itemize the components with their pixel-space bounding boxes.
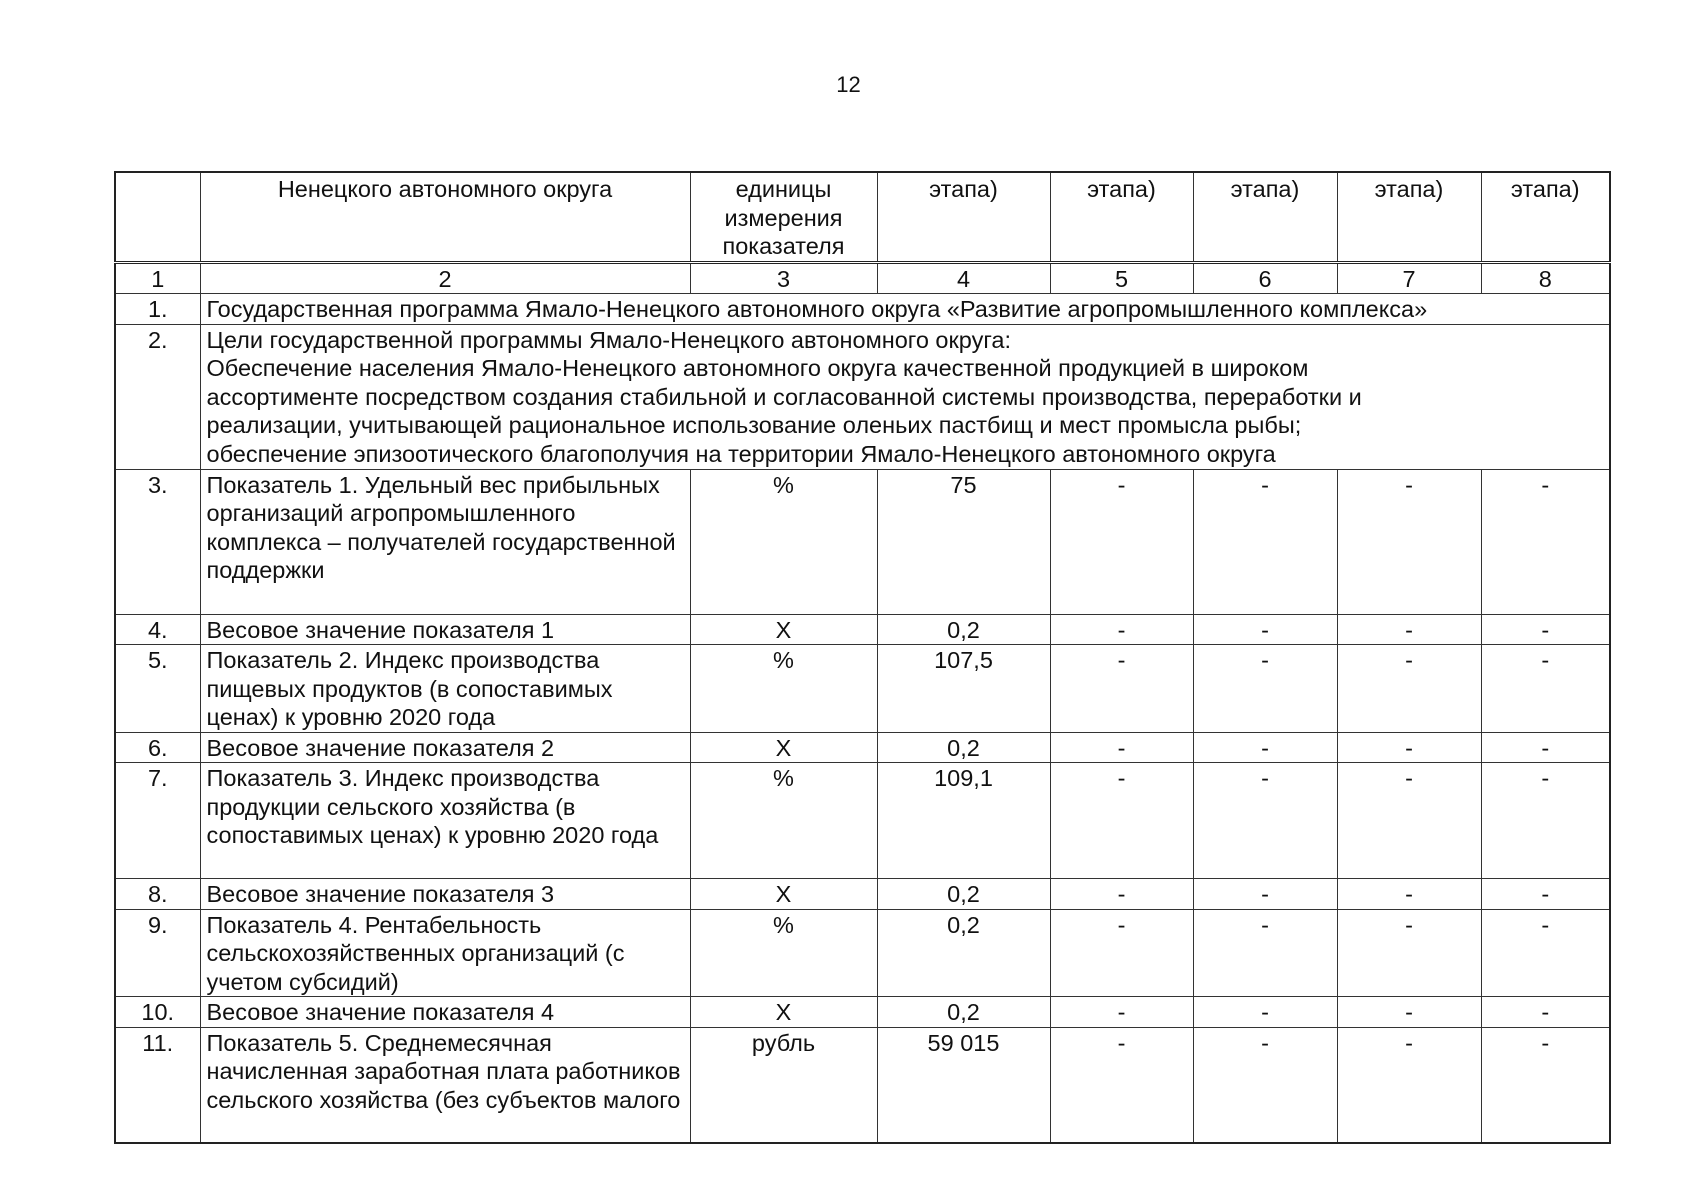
row-number: 4. <box>115 614 200 645</box>
indicator-name: Весовое значение показателя 3 <box>200 879 690 910</box>
row-number: 8. <box>115 879 200 910</box>
table-row <box>115 997 1610 1028</box>
column-number: 1 <box>115 262 200 294</box>
row-number: 9. <box>115 909 200 997</box>
value-col-5: - <box>1050 645 1193 733</box>
indicator-name: Показатель 1. Удельный вес прибыльных организаций агропромышленного комплекса – получателей государственной поддержки <box>200 469 690 614</box>
table-header-row <box>115 172 1610 262</box>
value-col-6: - <box>1193 732 1337 763</box>
header-cell-4: этапа) <box>877 172 1050 262</box>
value-col-4: 59 015 <box>877 1027 1050 1143</box>
value-col-6: - <box>1193 645 1337 733</box>
value-col-6: - <box>1193 997 1337 1028</box>
value-col-5: - <box>1050 879 1193 910</box>
goals-line: Обеспечение населения Ямало-Ненецкого автономного округа качественной продукцией в широком <box>206 355 1309 381</box>
value-col-6: - <box>1193 469 1337 614</box>
indicator-name: Показатель 2. Индекс производства пищевых продуктов (в сопоставимых ценах) к уровню 2020 года <box>200 645 690 733</box>
indicator-unit: % <box>690 909 877 997</box>
program-goals <box>200 324 1610 469</box>
value-col-4: 75 <box>877 469 1050 614</box>
value-col-5: - <box>1050 1027 1193 1143</box>
value-col-4: 0,2 <box>877 732 1050 763</box>
goals-line: реализации, учитывающей рациональное использование оленьих пастбищ и мест промысла рыбы; <box>206 412 1302 438</box>
row-number: 2. <box>115 324 200 469</box>
value-col-6: - <box>1193 763 1337 879</box>
value-col-4: 0,2 <box>877 909 1050 997</box>
program-title: Государственная программа Ямало-Ненецкого автономного округа «Развитие агропромышленного комплекса» <box>200 294 1610 325</box>
column-numbers-row <box>115 262 1610 294</box>
indicator-unit: рубль <box>690 1027 877 1143</box>
column-number: 8 <box>1481 262 1610 294</box>
column-number: 6 <box>1193 262 1337 294</box>
row-number: 10. <box>115 997 200 1028</box>
indicator-unit: Х <box>690 997 877 1028</box>
value-col-6: - <box>1193 879 1337 910</box>
goals-line: обеспечение эпизоотического благополучия на территории Ямало-Ненецкого автономного округа <box>206 440 1276 467</box>
header-cell-1 <box>115 172 200 262</box>
table-row <box>115 645 1610 733</box>
indicator-name: Показатель 3. Индекс производства продукции сельского хозяйства (в сопоставимых ценах) к уровню 2020 года <box>200 763 690 879</box>
row-number: 1. <box>115 294 200 325</box>
table-row <box>115 469 1610 614</box>
goals-line: ассортименте посредством создания стабильной и согласованной системы производства, переработки и <box>206 383 1362 410</box>
header-cell-2: Ненецкого автономного округа <box>200 172 690 262</box>
table-row <box>115 614 1610 645</box>
value-col-8: - <box>1481 879 1610 910</box>
table-row <box>115 879 1610 910</box>
indicator-name: Весовое значение показателя 2 <box>200 732 690 763</box>
value-col-8: - <box>1481 909 1610 997</box>
value-col-5: - <box>1050 614 1193 645</box>
value-col-7: - <box>1337 614 1481 645</box>
page-number: 12 <box>836 72 861 97</box>
value-col-5: - <box>1050 997 1193 1028</box>
value-col-8: - <box>1481 763 1610 879</box>
value-col-5: - <box>1050 763 1193 879</box>
indicator-unit: Х <box>690 614 877 645</box>
column-number: 3 <box>690 262 877 294</box>
row-number: 11. <box>115 1027 200 1143</box>
value-col-5: - <box>1050 732 1193 763</box>
value-col-4: 0,2 <box>877 879 1050 910</box>
value-col-4: 107,5 <box>877 645 1050 733</box>
table-row <box>115 763 1610 879</box>
value-col-7: - <box>1337 879 1481 910</box>
value-col-6: - <box>1193 909 1337 997</box>
column-number: 2 <box>200 262 690 294</box>
value-col-7: - <box>1337 763 1481 879</box>
table-row <box>115 324 1610 469</box>
value-col-4: 0,2 <box>877 997 1050 1028</box>
header-cell-5: этапа) <box>1050 172 1193 262</box>
row-number: 7. <box>115 763 200 879</box>
row-number: 3. <box>115 469 200 614</box>
header-cell-7: этапа) <box>1337 172 1481 262</box>
value-col-7: - <box>1337 1027 1481 1143</box>
indicator-name: Показатель 5. Среднемесячная начисленная заработная плата работников сельского хозяйства (без субъектов малого <box>200 1027 690 1143</box>
indicators-table <box>114 171 1611 1144</box>
indicator-unit: Х <box>690 732 877 763</box>
goals-line: Цели государственной программы Ямало-Ненецкого автономного округа: <box>206 326 1011 353</box>
value-col-8: - <box>1481 732 1610 763</box>
table-row <box>115 294 1610 325</box>
indicator-name: Показатель 4. Рентабельность сельскохозяйственных организаций (с учетом субсидий) <box>200 909 690 997</box>
indicator-name: Весовое значение показателя 1 <box>200 614 690 645</box>
table-row <box>115 1027 1610 1143</box>
value-col-8: - <box>1481 645 1610 733</box>
value-col-7: - <box>1337 997 1481 1028</box>
header-cell-3: единицы измерения показателя <box>690 172 877 262</box>
indicator-unit: % <box>690 469 877 614</box>
header-cell-6: этапа) <box>1193 172 1337 262</box>
indicator-unit: % <box>690 763 877 879</box>
value-col-6: - <box>1193 614 1337 645</box>
value-col-8: - <box>1481 1027 1610 1143</box>
value-col-4: 109,1 <box>877 763 1050 879</box>
value-col-7: - <box>1337 732 1481 763</box>
value-col-7: - <box>1337 909 1481 997</box>
table-row <box>115 732 1610 763</box>
header-cell-8: этапа) <box>1481 172 1610 262</box>
value-col-8: - <box>1481 997 1610 1028</box>
indicator-unit: % <box>690 645 877 733</box>
column-number: 4 <box>877 262 1050 294</box>
column-number: 5 <box>1050 262 1193 294</box>
value-col-7: - <box>1337 469 1481 614</box>
value-col-4: 0,2 <box>877 614 1050 645</box>
value-col-5: - <box>1050 469 1193 614</box>
value-col-5: - <box>1050 909 1193 997</box>
row-number: 6. <box>115 732 200 763</box>
indicator-name: Весовое значение показателя 4 <box>200 997 690 1028</box>
indicator-unit: Х <box>690 879 877 910</box>
column-number: 7 <box>1337 262 1481 294</box>
value-col-6: - <box>1193 1027 1337 1143</box>
value-col-8: - <box>1481 614 1610 645</box>
value-col-8: - <box>1481 469 1610 614</box>
row-number: 5. <box>115 645 200 733</box>
value-col-7: - <box>1337 645 1481 733</box>
table-row <box>115 909 1610 997</box>
